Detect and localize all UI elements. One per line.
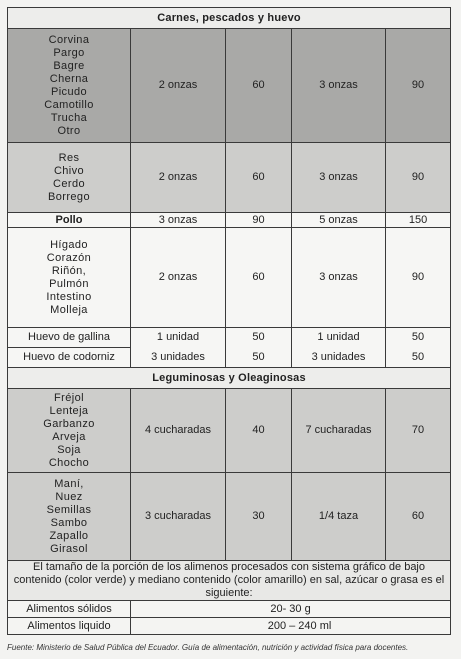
food-name: Corvina <box>48 33 90 46</box>
food-name: Trucha <box>50 111 88 124</box>
food-name: Pollo <box>8 213 131 228</box>
food-name: Garbanzo <box>43 417 95 430</box>
portion-small: 2 onzas <box>131 228 226 328</box>
food-portion-table <box>7 7 451 635</box>
portion-large: 3 onzas <box>292 228 386 328</box>
food-name: Picudo <box>50 85 88 98</box>
food-name: Bagre <box>53 59 85 72</box>
portion-large: 1 unidad <box>292 328 386 348</box>
food-name: Borrego <box>48 190 90 203</box>
food-name: Molleja <box>50 303 88 316</box>
food-name: Chocho <box>48 456 90 469</box>
food-name: Lenteja <box>49 404 89 417</box>
portion-small: 4 cucharadas <box>131 389 226 473</box>
kcal-large: 150 <box>386 213 451 228</box>
food-name: Intestino <box>46 290 92 303</box>
portion-small: 2 onzas <box>131 29 226 143</box>
food-name: Camotillo <box>44 98 94 111</box>
processed-foods-note-row <box>8 561 451 601</box>
portion-large: 3 onzas <box>292 143 386 213</box>
processed-foods-note: El tamaño de la porción de los alimenos procesados con sistema gráfico de bajo contenido (color verde) y mediano contenido (color amarillo) en sal, azúcar o grasa es el siguiente: <box>8 561 451 601</box>
portion-large: 7 cucharadas <box>292 389 386 473</box>
kcal-small: 60 <box>226 228 292 328</box>
portion-large: 3 onzas <box>292 29 386 143</box>
portion-small: 3 unidades <box>131 348 226 368</box>
kcal-large: 90 <box>386 143 451 213</box>
kcal-large: 50 <box>386 348 451 368</box>
portion-small: 3 onzas <box>131 213 226 228</box>
food-names <box>8 143 131 213</box>
portion-small: 3 cucharadas <box>131 473 226 561</box>
source-caption: Fuente: Ministerio de Salud Pública del Ecuador. Guía de alimentación, nutrición y actividad física para docentes. <box>7 643 409 652</box>
table-row-meat <box>8 143 451 213</box>
table-row-legumes <box>8 389 451 473</box>
food-name: Corazón <box>46 251 92 264</box>
food-name: Cherna <box>49 72 89 85</box>
table-row-nuts <box>8 473 451 561</box>
measure-row-solid <box>8 601 451 618</box>
portion-large: 5 onzas <box>292 213 386 228</box>
kcal-large: 90 <box>386 228 451 328</box>
table-row-egg-quail <box>8 348 451 368</box>
kcal-small: 90 <box>226 213 292 228</box>
kcal-small: 50 <box>226 348 292 368</box>
kcal-large: 70 <box>386 389 451 473</box>
section-header-legumes <box>8 368 451 389</box>
food-name: Otro <box>57 124 81 137</box>
kcal-large: 90 <box>386 29 451 143</box>
food-name: Girasol <box>50 542 88 555</box>
measure-value: 20- 30 g <box>131 601 451 618</box>
food-names <box>8 473 131 561</box>
portion-large: 1/4 taza <box>292 473 386 561</box>
food-name: Res <box>58 151 80 164</box>
food-name: Hígado <box>50 238 88 251</box>
food-name: Arveja <box>52 430 86 443</box>
kcal-large: 60 <box>386 473 451 561</box>
measure-label: Alimentos sólidos <box>8 601 131 618</box>
food-name: Chivo <box>53 164 85 177</box>
food-name: Sambo <box>50 516 88 529</box>
food-name: Huevo de codorniz <box>8 348 131 368</box>
section-title: Leguminosas y Oleaginosas <box>8 368 451 389</box>
table-row-chicken <box>8 213 451 228</box>
food-name: Semillas <box>46 503 92 516</box>
food-name: Fréjol <box>54 391 84 404</box>
table-row-fish <box>8 29 451 143</box>
food-name: Maní, <box>54 477 84 490</box>
food-name: Zapallo <box>49 529 89 542</box>
food-name: Pargo <box>53 46 85 59</box>
food-names <box>8 389 131 473</box>
kcal-small: 60 <box>226 29 292 143</box>
section-title: Carnes, pescados y huevo <box>8 8 451 29</box>
portion-small: 1 unidad <box>131 328 226 348</box>
measure-label: Alimentos liquido <box>8 618 131 635</box>
food-names <box>8 29 131 143</box>
food-name: Cerdo <box>53 177 85 190</box>
table-row-egg-hen <box>8 328 451 348</box>
food-names <box>8 228 131 328</box>
kcal-large: 50 <box>386 328 451 348</box>
kcal-small: 50 <box>226 328 292 348</box>
section-header-meat <box>8 8 451 29</box>
food-name: Huevo de gallina <box>8 328 131 348</box>
portion-small: 2 onzas <box>131 143 226 213</box>
food-name: Nuez <box>55 490 83 503</box>
kcal-small: 60 <box>226 143 292 213</box>
table-row-offal <box>8 228 451 328</box>
kcal-small: 40 <box>226 389 292 473</box>
food-name: Soja <box>57 443 81 456</box>
measure-row-liquid <box>8 618 451 635</box>
food-name: Riñón, <box>51 264 87 277</box>
portion-large: 3 unidades <box>292 348 386 368</box>
food-name: Pulmón <box>49 277 89 290</box>
measure-value: 200 – 240 ml <box>131 618 451 635</box>
kcal-small: 30 <box>226 473 292 561</box>
